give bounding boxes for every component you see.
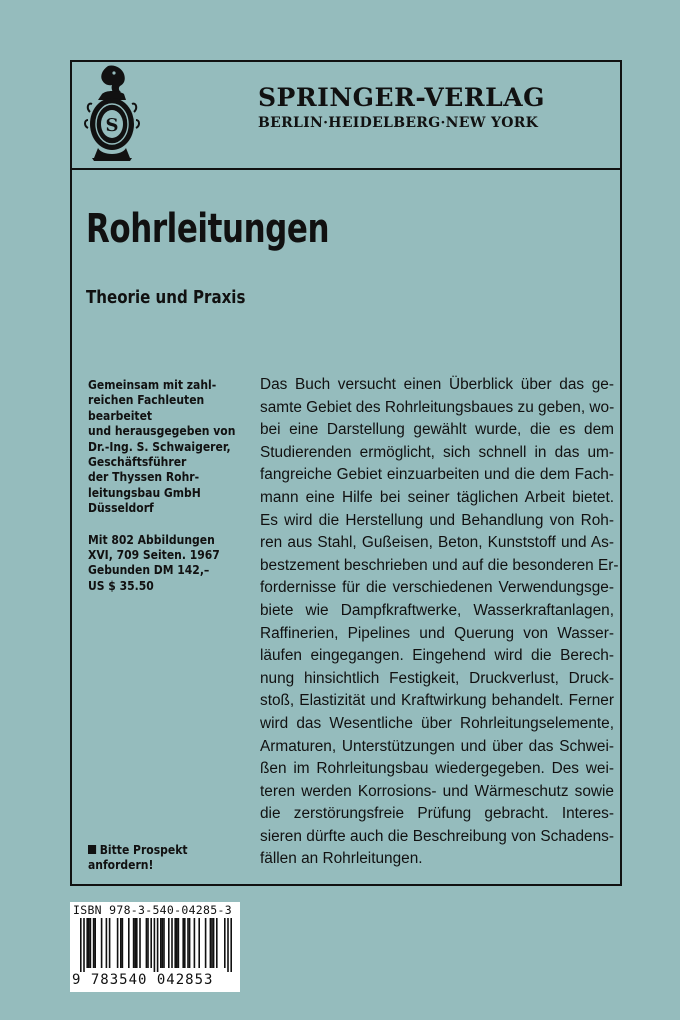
description-line: läufen eingegangen. Eingehend wird die Berech- <box>260 647 614 665</box>
barcode-bar <box>174 918 176 968</box>
barcode-bar <box>133 918 135 968</box>
description-line: bestzement beschrieben und auf die besonderen Er- <box>260 556 619 574</box>
barcode-bar <box>157 918 159 972</box>
barcode-bar <box>86 918 88 968</box>
description-line: sieren dürfte auch die Beschreibung von Schadens- <box>260 827 614 845</box>
description-line: die zerstörungsfreie Prüfung gebracht. Interes- <box>260 805 614 823</box>
details-line: Gebunden DM 142,– <box>88 563 210 578</box>
description-line: nung hinsichtlich Festigkeit, Druckverlust, Druck- <box>260 669 614 687</box>
springer-knight-seal-icon <box>84 64 140 162</box>
barcode-bar <box>80 918 82 972</box>
description-line: mann eine Hilfe bei seiner täglichen Arbeit bietet. <box>260 488 614 506</box>
barcode-bar <box>163 918 165 968</box>
barcode-bar <box>134 918 136 968</box>
barcode-bar <box>162 918 164 968</box>
description-line: Das Buch versucht einen Überblick über das ge- <box>260 376 614 393</box>
barcode-bar <box>106 918 108 968</box>
order-note <box>88 843 268 874</box>
editor-line: reichen Fachleuten <box>88 393 205 408</box>
barcode-bar <box>213 918 215 968</box>
publisher-name: SPRINGER-VERLAG <box>258 83 545 112</box>
editor-line: bearbeitet <box>88 408 153 423</box>
details-line: XVI, 709 Seiten. 1967 <box>88 548 220 563</box>
details-line: US $ 35.50 <box>88 578 154 593</box>
barcode-bar <box>94 918 96 968</box>
description-line: biete wie Dampfkraftwerke, Wasserkraftanlagen, <box>260 601 614 619</box>
barcode-bar <box>184 918 186 968</box>
header-divider <box>70 168 622 170</box>
editor-line: leitungsbau GmbH <box>88 485 201 500</box>
editor-line: und herausgegeben von <box>88 424 236 439</box>
barcode-bar <box>122 918 124 968</box>
editor-info <box>88 378 268 594</box>
editor-line: Dr.-Ing. S. Schwaigerer, <box>88 439 231 454</box>
editor-line: Gemeinsam mit zahl- <box>88 378 217 392</box>
details-line: Mit 802 Abbildungen <box>88 532 215 547</box>
barcode-bar <box>194 918 196 968</box>
barcode-bar <box>198 918 200 968</box>
barcode-bar <box>189 918 191 968</box>
description-line: fangreiche Gebiet einzuarbeiten und die dem Fach- <box>260 466 614 484</box>
publisher-block <box>258 83 545 131</box>
barcode-bar <box>230 918 232 972</box>
barcode-bar <box>187 918 189 968</box>
description-line: wird das Wesentliche über Rohrleitungselemente, <box>260 714 614 732</box>
editor-line: Geschäftsführer <box>88 455 187 470</box>
logo-letter: S <box>105 115 119 136</box>
barcode-bar <box>101 918 103 968</box>
description-line: samte Gebiet des Rohrleitungsbaues zu geben, wo- <box>260 398 615 416</box>
editor-line: Düsseldorf <box>88 501 154 516</box>
barcode-bar <box>160 918 162 968</box>
barcode-bar <box>88 918 90 968</box>
description-line: ßen im Rohrleitungsbau wiedergegeben. Des wei- <box>260 760 614 778</box>
barcode-bar <box>83 918 85 972</box>
barcode-bar <box>109 918 111 968</box>
barcode-bar <box>154 918 156 972</box>
description-line: Armaturen, Unterstützungen und über das Schwei- <box>260 737 614 755</box>
barcode-bar <box>93 918 95 968</box>
barcode-bar <box>224 918 226 968</box>
editor-line: der Thyssen Rohr- <box>88 470 200 485</box>
barcode-bar <box>227 918 229 972</box>
barcode-bar <box>168 918 170 968</box>
barcode-bar <box>178 918 180 968</box>
publisher-cities: BERLIN·HEIDELBERG·NEW YORK <box>258 115 539 131</box>
book-title: Rohrleitungen <box>86 206 330 252</box>
barcode-bar <box>139 918 141 968</box>
description-line: ren aus Stahl, Gußeisen, Beton, Kunststoff und As- <box>260 534 614 552</box>
order-line: anfordern! <box>88 858 154 873</box>
barcode-bar <box>117 918 119 968</box>
book-description <box>260 374 619 871</box>
spacer <box>88 517 268 533</box>
order-line: Bitte Prospekt <box>99 843 188 857</box>
barcode-bar <box>90 918 92 968</box>
barcode-bar <box>146 918 148 968</box>
description-line: Raffinerien, Pipelines und Querung von Wasser- <box>260 624 614 642</box>
barcode-bar <box>128 918 130 968</box>
description-line: fällen an Rohrleitungen. <box>260 850 423 868</box>
barcode-bar <box>211 918 213 968</box>
ean-digits: 9 783540 042853 <box>72 972 214 988</box>
description-line: bei eine Darstellung gewählt wurde, die es dem <box>260 421 614 439</box>
book-subtitle: Theorie und Praxis <box>86 288 246 308</box>
barcode-bar <box>205 918 207 968</box>
description-line: fordernisse für die verschiedenen Verwendungsge- <box>260 579 614 597</box>
barcode-bar <box>120 918 122 968</box>
barcode-icon <box>80 918 232 972</box>
barcode-bar <box>171 918 173 968</box>
description-line: Es wird die Herstellung und Behandlung von Roh- <box>260 511 614 529</box>
barcode-bar <box>216 918 218 968</box>
barcode-bar <box>150 918 152 968</box>
barcode-bar <box>182 918 184 968</box>
barcode-bar <box>176 918 178 968</box>
barcode-bar <box>147 918 149 968</box>
isbn-label: ISBN 978-3-540-04285-3 <box>73 903 232 917</box>
barcode-bar <box>210 918 212 968</box>
description-line: stoß, Elastizität und Kraftwirkung behandelt. Ferner <box>260 692 614 710</box>
barcode-bar <box>136 918 138 968</box>
square-bullet-icon <box>88 845 96 854</box>
description-line: teren werden Korrosions- und Wärmeschutz sowie <box>260 782 614 800</box>
description-line: Studierenden ermöglicht, sich schnell in das um- <box>260 443 614 461</box>
barcode-panel <box>70 902 240 992</box>
